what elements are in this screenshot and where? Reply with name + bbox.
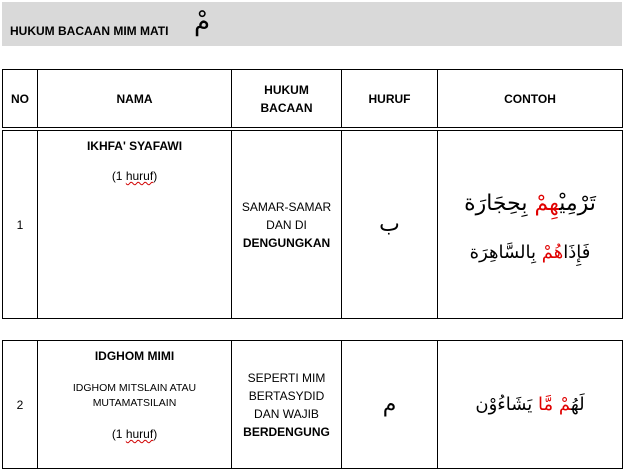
- title-banner: [2, 2, 622, 46]
- spellcheck-word: huruf: [125, 169, 154, 183]
- hukum-line: DAN WAJIB: [254, 406, 319, 421]
- table-row: [2, 340, 623, 469]
- nama-cell: [38, 341, 232, 469]
- nama-subtitle: IDGHOM MITSLAIN ATAU MUTAMATSILAIN: [72, 382, 197, 409]
- nama-title: IDGHOM MIMI: [94, 349, 175, 363]
- nama-cell: [38, 131, 232, 319]
- hukum-line: SEPERTI MIM: [247, 370, 326, 385]
- hukum-emphasis: DENGUNGKAN: [242, 235, 331, 250]
- hukum-line: BERTASYDID: [248, 388, 325, 403]
- header-contoh: CONTOH: [438, 70, 623, 128]
- table-row: [2, 130, 623, 319]
- huruf-cell: [342, 341, 438, 469]
- hukum-cell: [232, 341, 342, 469]
- letter-count-note: (1 huruf): [111, 427, 158, 441]
- header-nama: NAMA: [38, 70, 232, 128]
- example-verse: فَإِذَاهُمْ بِالسَّاهِرَة: [469, 241, 591, 263]
- letter-count-note: (1 huruf): [111, 169, 158, 183]
- contoh-cell: [438, 131, 623, 319]
- header-hukum-line2: BACAAN: [260, 100, 313, 115]
- header-hukum-bacaan: [232, 70, 342, 128]
- mim-sukun-glyph: مْ: [194, 7, 211, 37]
- header-huruf: HURUF: [342, 70, 438, 128]
- huruf-cell: [342, 131, 438, 319]
- arabic-letter: م: [382, 392, 397, 417]
- row-number: 2: [3, 341, 38, 469]
- hukum-cell: [232, 131, 342, 319]
- hukum-line: DAN DI: [266, 217, 307, 232]
- table-header: [2, 69, 623, 128]
- highlighted-mim: هِمْ: [534, 190, 560, 216]
- row-number: 1: [3, 131, 38, 319]
- contoh-cell: [438, 341, 623, 469]
- highlighted-mim: هُمْ: [541, 241, 564, 263]
- nama-title: IKHFA' SYAFAWI: [86, 139, 183, 153]
- hukum-line: SAMAR-SAMAR: [241, 199, 332, 214]
- document-title: HUKUM BACAAN MIM MATI: [10, 24, 169, 38]
- example-verse: تَرْمِيْهِمْ بِحِجَارَة: [464, 190, 596, 216]
- highlighted-mim: مْ مَّا: [538, 394, 571, 415]
- arabic-letter: ب: [379, 212, 400, 237]
- spellcheck-word: huruf: [125, 427, 154, 441]
- header-hukum-line1: HUKUM: [264, 82, 309, 97]
- header-no: NO: [3, 70, 38, 128]
- hukum-emphasis: BERDENGUNG: [243, 424, 330, 439]
- example-verse: لَهُمْ مَّا يَشَاءُوْن: [475, 394, 585, 415]
